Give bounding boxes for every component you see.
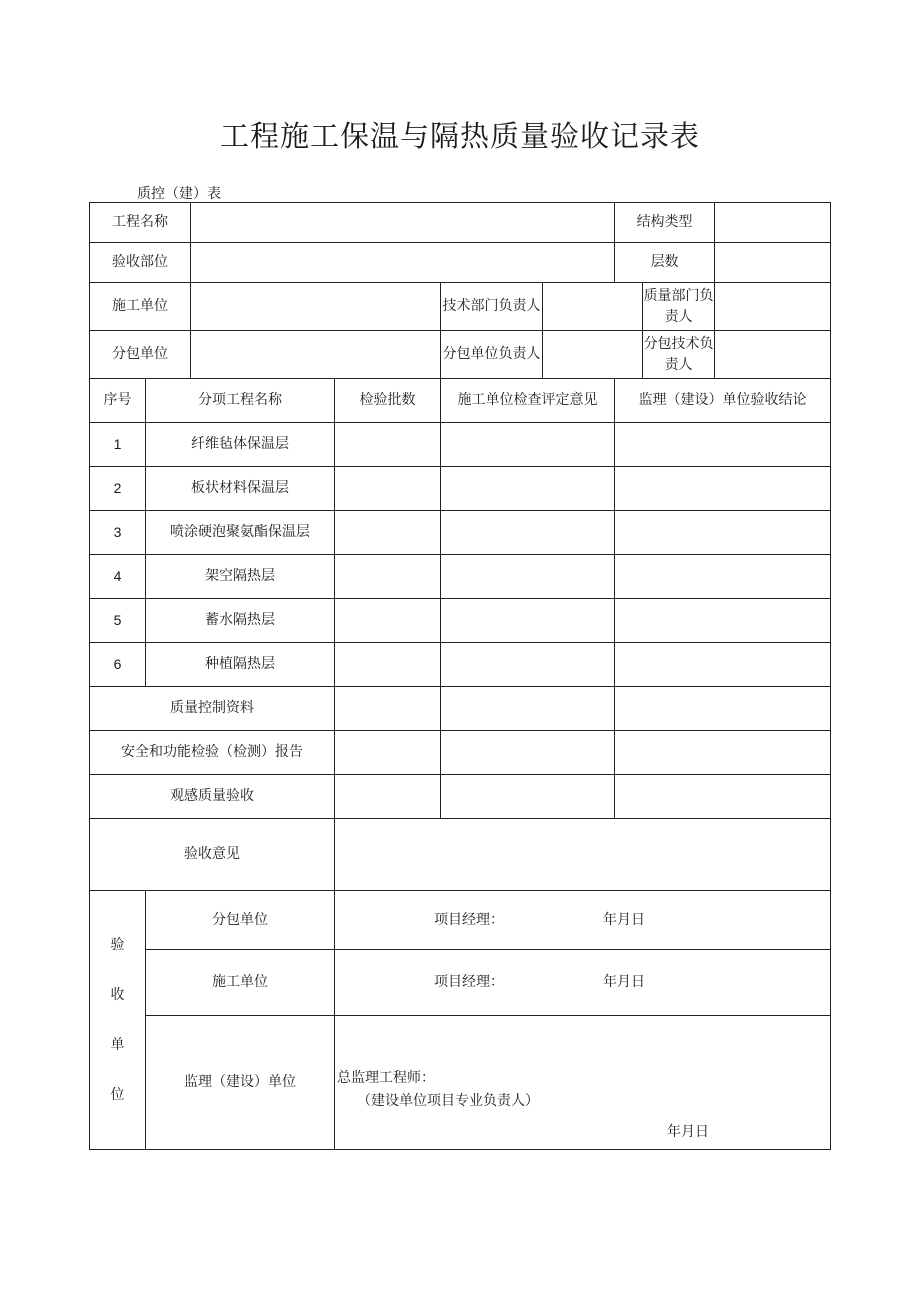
group-char: 单 (110, 1037, 125, 1053)
opinion-label: 验收意见 (90, 819, 335, 891)
project-name-label: 工程名称 (90, 203, 191, 243)
subcontract-sign-label: 分包单位 (146, 891, 335, 950)
floors-value[interactable] (715, 243, 831, 283)
tech-dept-head-label: 技术部门负责人 (441, 283, 543, 331)
item-contractor-opinion[interactable] (441, 599, 615, 643)
sign-date: 年月日 (667, 1124, 709, 1140)
item-batch-count[interactable] (335, 555, 441, 599)
page-title: 工程施工保温与隔热质量验收记录表 (219, 119, 700, 153)
structure-type-label: 结构类型 (615, 203, 715, 243)
subcontract-unit-label: 分包单位 (90, 331, 191, 379)
item-contractor-opinion[interactable] (441, 467, 615, 511)
acceptance-record-table (89, 202, 831, 1150)
quality-docs-batch[interactable] (335, 687, 441, 731)
col-supervisor-conclusion-header: 监理（建设）单位验收结论 (615, 379, 831, 423)
group-char: 收 (110, 987, 125, 1003)
table-row (90, 423, 831, 467)
item-name: 板状材料保温层 (146, 467, 335, 511)
construction-sign-cell[interactable] (335, 950, 831, 1016)
safety-report-contractor[interactable] (441, 731, 615, 775)
owner-rep-label: （建设单位项目专业负责人） (357, 1093, 539, 1109)
subcontract-sign-cell[interactable] (335, 891, 831, 950)
quality-docs-supervisor[interactable] (615, 687, 831, 731)
construction-unit-label: 施工单位 (90, 283, 191, 331)
table-row (90, 775, 831, 819)
supervision-sign-cell[interactable] (335, 1016, 831, 1150)
subcontract-head-value[interactable] (543, 331, 643, 379)
item-supervisor-conclusion[interactable] (615, 423, 831, 467)
safety-report-label: 安全和功能检验（检测）报告 (90, 731, 335, 775)
quality-dept-head-value[interactable] (715, 283, 831, 331)
quality-docs-contractor[interactable] (441, 687, 615, 731)
table-row (90, 511, 831, 555)
subcontract-tech-head-label: 分包技术负责人 (643, 331, 715, 379)
safety-report-batch[interactable] (335, 731, 441, 775)
tech-dept-head-value[interactable] (543, 283, 643, 331)
col-seq-header: 序号 (90, 379, 146, 423)
acceptance-unit-group-label (90, 891, 146, 1150)
item-batch-count[interactable] (335, 423, 441, 467)
col-batch-count-header: 检验批数 (335, 379, 441, 423)
table-row (90, 555, 831, 599)
construction-sign-label: 施工单位 (146, 950, 335, 1016)
item-seq: 2 (90, 467, 146, 511)
item-supervisor-conclusion[interactable] (615, 599, 831, 643)
item-seq: 5 (90, 599, 146, 643)
appearance-batch[interactable] (335, 775, 441, 819)
item-contractor-opinion[interactable] (441, 643, 615, 687)
item-supervisor-conclusion[interactable] (615, 643, 831, 687)
safety-report-supervisor[interactable] (615, 731, 831, 775)
appearance-supervisor[interactable] (615, 775, 831, 819)
project-manager-label: 项目经理： (434, 911, 504, 928)
structure-type-value[interactable] (715, 203, 831, 243)
item-batch-count[interactable] (335, 599, 441, 643)
item-seq: 4 (90, 555, 146, 599)
inspection-part-label: 验收部位 (90, 243, 191, 283)
project-name-value[interactable] (191, 203, 615, 243)
item-supervisor-conclusion[interactable] (615, 555, 831, 599)
item-supervisor-conclusion[interactable] (615, 467, 831, 511)
item-name: 蓄水隔热层 (146, 599, 335, 643)
item-name: 架空隔热层 (146, 555, 335, 599)
group-char: 位 (110, 1087, 125, 1103)
opinion-value[interactable] (335, 819, 831, 891)
item-seq: 3 (90, 511, 146, 555)
item-name: 纤维毡体保温层 (146, 423, 335, 467)
quality-dept-head-label: 质量部门负责人 (643, 283, 715, 331)
item-supervisor-conclusion[interactable] (615, 511, 831, 555)
quality-docs-label: 质量控制资料 (90, 687, 335, 731)
table-row (90, 687, 831, 731)
item-batch-count[interactable] (335, 643, 441, 687)
col-item-name-header: 分项工程名称 (146, 379, 335, 423)
chief-supervisor-label: 总监理工程师： (337, 1070, 435, 1086)
floors-label: 层数 (615, 243, 715, 283)
col-contractor-opinion-header: 施工单位检查评定意见 (441, 379, 615, 423)
item-seq: 6 (90, 643, 146, 687)
item-name: 种植隔热层 (146, 643, 335, 687)
item-seq: 1 (90, 423, 146, 467)
inspection-part-value[interactable] (191, 243, 615, 283)
table-row (90, 599, 831, 643)
group-char: 验 (110, 937, 125, 953)
table-row (90, 819, 831, 891)
construction-unit-value[interactable] (191, 283, 441, 331)
table-row (90, 467, 831, 511)
supervision-sign-label: 监理（建设）单位 (146, 1016, 335, 1150)
appearance-contractor[interactable] (441, 775, 615, 819)
subcontract-tech-head-value[interactable] (715, 331, 831, 379)
item-batch-count[interactable] (335, 467, 441, 511)
item-contractor-opinion[interactable] (441, 555, 615, 599)
item-contractor-opinion[interactable] (441, 423, 615, 467)
appearance-label: 观感质量验收 (90, 775, 335, 819)
sign-date: 年月日 (603, 911, 645, 928)
item-batch-count[interactable] (335, 511, 441, 555)
table-row (90, 731, 831, 775)
subcontract-unit-value[interactable] (191, 331, 441, 379)
sign-date: 年月日 (603, 974, 645, 991)
subcontract-head-label: 分包单位负责人 (441, 331, 543, 379)
project-manager-label: 项目经理： (434, 974, 504, 991)
item-name: 喷涂硬泡聚氨酯保温层 (146, 511, 335, 555)
form-code: 质控（建）表 (137, 186, 221, 202)
item-contractor-opinion[interactable] (441, 511, 615, 555)
table-row (90, 643, 831, 687)
